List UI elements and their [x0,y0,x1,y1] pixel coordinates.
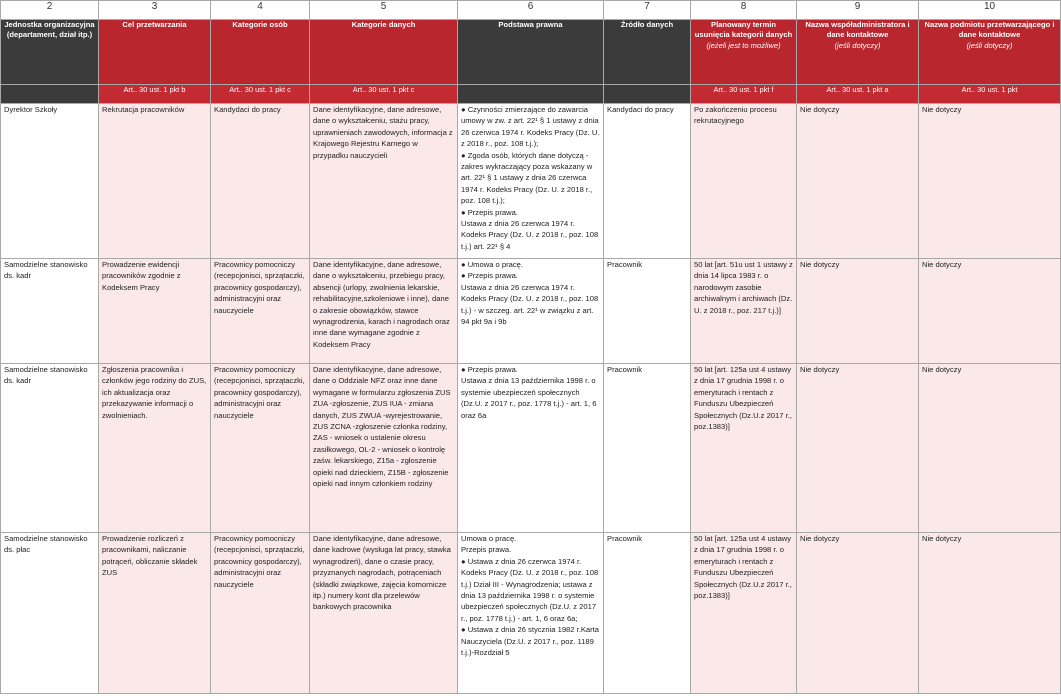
header-legal-basis[interactable] [458,20,604,85]
column-number-row [1,1,1061,20]
cell-co-admin[interactable]: Nie dotyczy [797,104,919,259]
cell-legal-basis[interactable] [458,259,604,364]
cell-unit[interactable]: Samodzielne stanowisko ds. kadr [1,364,99,533]
legal-basis-line: ● Przepis prawa. [461,271,518,281]
table-row [1,104,1061,259]
article-row [1,85,1061,104]
header-title: Źródło danych [620,20,674,29]
header-title: Planowany termin usunięcia kategorii danych [694,20,793,40]
header-persons[interactable] [211,20,310,85]
cell-data-categories[interactable]: Dane identyfikacyjne, dane adresowe, dane o wykształceniu, stażu pracy, uprawnieniach zawodowych, informacja z Krajowego Rejestru Karnego w przypadku nauczycieli [310,104,458,259]
cell-purpose[interactable]: Rekrutacja pracowników [99,104,211,259]
article-cell[interactable]: Art.. 30 ust. 1 pkt b [99,85,211,104]
cell-persons[interactable]: Kandydaci do pracy [211,104,310,259]
table-row [1,533,1061,694]
header-deletion[interactable] [691,20,797,85]
cell-data-categories[interactable]: Dane identyfikacyjne, dane adresowe, dane o Oddziale NFZ oraz inne dane wymagane w formularzu zgłoszenia ZUS ZUA -zgłoszenie, ZUS IUA - zmiana danych, ZUS ZWUA -wyrejestrowanie, ZUS ZCNA -zgłoszenie członka rodziny, ZAS - wniosek o ustalenie okresu zasiłkowego, OL-2 - wniosek o kontrolę zaśw. lekarskiego, Z15a - zgłoszenie opieki nad dzieckiem, Z15B - zgłoszenie opieki nad innym członkiem rodziny [310,364,458,533]
cell-co-admin[interactable]: Nie dotyczy [797,259,919,364]
cell-deletion[interactable]: 50 lat [art. 51u ust 1 ustawy z dnia 14 lipca 1983 r. o narodowym zasobie archiwalnym i archiwach (Dz. U. z 2018 r., poz. 217 t.j.)] [691,259,797,364]
cell-persons[interactable]: Pracownicy pomocniczy (recepcjonisci, sprzątaczki, pracownicy gospodarczy), administracyjni oraz nauczyciele [211,533,310,694]
column-number[interactable]: 2 [1,1,99,20]
cell-persons[interactable]: Pracownicy pomocniczy (recepcjonisci, sprzątaczki, pracownicy gospodarczy), administracyjni oraz nauczyciele [211,259,310,364]
cell-source[interactable]: Pracownik [604,533,691,694]
header-title: Cel przetwarzania [122,20,187,29]
cell-unit[interactable]: Dyrektor Szkoły [1,104,99,259]
cell-source[interactable]: Pracownik [604,364,691,533]
header-purpose[interactable] [99,20,211,85]
legal-basis-line: ● Zgoda osób, których dane dotyczą - zakres wykraczający poza wskazany w art. 22¹ § 1 ustawy z dnia 26 czerwca 1974 r. Kodeks Pracy (Dz. U. z 2018 r., poz. 108 t.j.); [461,150,593,206]
header-source[interactable] [604,20,691,85]
cell-source[interactable]: Kandydaci do pracy [604,104,691,259]
header-subtitle: (jeśli dotyczy) [834,40,881,50]
article-cell[interactable]: Art.. 30 ust. 1 pkt c [310,85,458,104]
header-title: Nazwa współadministratora i dane kontaktowe [805,20,910,40]
article-cell[interactable]: Art.. 30 ust. 1 pkt f [691,85,797,104]
legal-basis-line: ● Przepis prawa. [461,365,518,374]
legal-basis-line: Przepis prawa. [461,545,512,555]
cell-purpose[interactable]: Prowadzenie rozliczeń z pracownikami, naliczanie potrąceń, obliczanie składek ZUS [99,533,211,694]
cell-deletion[interactable]: 50 lat [art. 125a ust 4 ustawy z dnia 17 grudnia 1998 r. o emeryturach i rentach z Funduszu Ubezpieczeń Społecznych (Dz.U.z 2017 r., poz.1383)] [691,364,797,533]
cell-processor[interactable]: Nie dotyczy [919,533,1061,694]
legal-basis-line: ● Ustawa z dnia 26 czerwca 1974 r. Kodeks Pracy (Dz. U. z 2018 r., poz. 108 t.j.) Dział III - Wynagrodzenia; ustawa z dnia 13 października 1998 r. o systemie ubezpieczeń społecznych (Dz.U. z 2017 r., poz. 1778 t.j.) - art. 1, 6 oraz 6a; [461,556,599,623]
cell-processor[interactable]: Nie dotyczy [919,364,1061,533]
article-cell[interactable] [604,85,691,104]
cell-purpose[interactable]: Prowadzenie ewidencji pracowników zgodnie z Kodeksem Pracy [99,259,211,364]
column-number[interactable]: 3 [99,1,211,20]
cell-legal-basis[interactable] [458,533,604,694]
header-processor[interactable] [919,20,1061,85]
article-cell[interactable] [458,85,604,104]
cell-data-categories[interactable]: Dane identyfikacyjne, dane adresowe, dane o wykształceniu, przebiegu pracy, absencji (urlopy, zwolnienia lekarskie, rehabilitacyjne,szkoleniowe i inne), dane o zakresie obowiązków, stawce wynagrodzenia, karach i nagrodach oraz inne dane wymagane zgodnie z Kodeksem Pracy [310,259,458,364]
cell-processor[interactable]: Nie dotyczy [919,104,1061,259]
column-number[interactable]: 9 [797,1,919,20]
legal-basis-line: ● Czynności zmierzające do zawarcia umowy w zw. z art. 22¹ § 1 ustawy z dnia 26 czerwca 1974 r. Kodeks Pracy (Dz. U. z 2018 r., poz. 108 t.j.); [461,105,600,149]
column-number[interactable]: 5 [310,1,458,20]
legal-basis-line: ● Przepis prawa. [461,207,518,217]
column-number[interactable]: 7 [604,1,691,20]
header-title: Podstawa prawna [498,20,563,29]
cell-legal-basis[interactable] [458,364,604,533]
header-data-categories[interactable] [310,20,458,85]
column-number[interactable]: 4 [211,1,310,20]
column-number[interactable]: 8 [691,1,797,20]
table-row [1,364,1061,533]
article-cell[interactable] [1,85,99,104]
article-cell[interactable]: Art.. 30 ust. 1 pkt [919,85,1061,104]
header-title: Nazwa podmiotu przetwarzającego i dane kontaktowe [924,20,1055,40]
cell-unit[interactable]: Samodzielne stanowisko ds. płac [1,533,99,694]
cell-source[interactable]: Pracownik [604,259,691,364]
header-co-admin[interactable] [797,20,919,85]
legal-basis-line: Ustawa z dnia 13 października 1998 r. o systemie ubezpieczeń społecznych (Dz.U. z 2017 r., poz. 1778 t.j.) - art. 1, 6 oraz 6a [461,376,597,420]
cell-deletion[interactable]: 50 lat [art. 125a ust 4 ustawy z dnia 17 grudnia 1998 r. o emeryturach i rentach z Funduszu Ubezpieczeń Społecznych (Dz.U.z 2017 r., poz.1383)] [691,533,797,694]
cell-co-admin[interactable]: Nie dotyczy [797,364,919,533]
header-row [1,20,1061,85]
legal-basis-line: ● Ustawa z dnia 26 stycznia 1982 r.Karta Nauczyciela (Dz.U. z 2017 r., poz. 1189 t.j.)-Rozdział 5 [461,625,599,657]
header-subtitle: (jeśli dotyczy) [966,40,1013,50]
table-row [1,259,1061,364]
column-number[interactable]: 10 [919,1,1061,20]
legal-basis-line: Umowa o pracę. [461,534,517,543]
cell-persons[interactable]: Pracownicy pomocniczy (recepcjonisci, sprzątaczki, pracownicy gospodarczy), administracyjni oraz nauczyciele [211,364,310,533]
cell-legal-basis[interactable] [458,104,604,259]
header-subtitle: (jeżeli jest to możliwe) [706,40,781,50]
cell-processor[interactable]: Nie dotyczy [919,259,1061,364]
cell-purpose[interactable]: Zgłoszenia pracownika i członków jego rodziny do ZUS, ich aktualizacja oraz przekazywanie informacji o zwolnieniach. [99,364,211,533]
header-title: Jednostka organizacyjna (departament, dział itp.) [4,20,95,40]
article-cell[interactable]: Art.. 30 ust. 1 pkt c [211,85,310,104]
cell-unit[interactable]: Samodzielne stanowisko ds. kadr [1,259,99,364]
legal-basis-line: Ustawa z dnia 26 czerwca 1974 r. Kodeks Pracy (Dz. U. z 2018 r., poz. 108 t.j.) art. 22¹ § 4 [461,218,599,251]
header-title: Kategorie osób [232,20,288,29]
cell-co-admin[interactable]: Nie dotyczy [797,533,919,694]
header-unit[interactable] [1,20,99,85]
header-title: Kategorie danych [351,20,416,29]
cell-deletion[interactable]: Po zakończeniu procesu rekrutacyjnego [691,104,797,259]
legal-basis-line: ● Umowa o pracę. [461,260,523,269]
column-number[interactable]: 6 [458,1,604,20]
article-cell[interactable]: Art.. 30 ust. 1 pkt a [797,85,919,104]
legal-basis-line: Ustawa z dnia 26 czerwca 1974 r. Kodeks Pracy (Dz. U. z 2018 r., poz. 108 t.j.) - w szczeg. art. 22¹ w związku z art. 94 pkt 9a i 9b [461,282,599,326]
cell-data-categories[interactable]: Dane identyfikacyjne, dane adresowe, dane kadrowe (wysługa lat pracy, stawka wynagrodzeń), dane o czasie pracy, przyznanych nagrodach, potrąceniach (składki związkowe, zajęcia komornicze itp.) numery kont dla przelewów bankowych pracownika [310,533,458,694]
